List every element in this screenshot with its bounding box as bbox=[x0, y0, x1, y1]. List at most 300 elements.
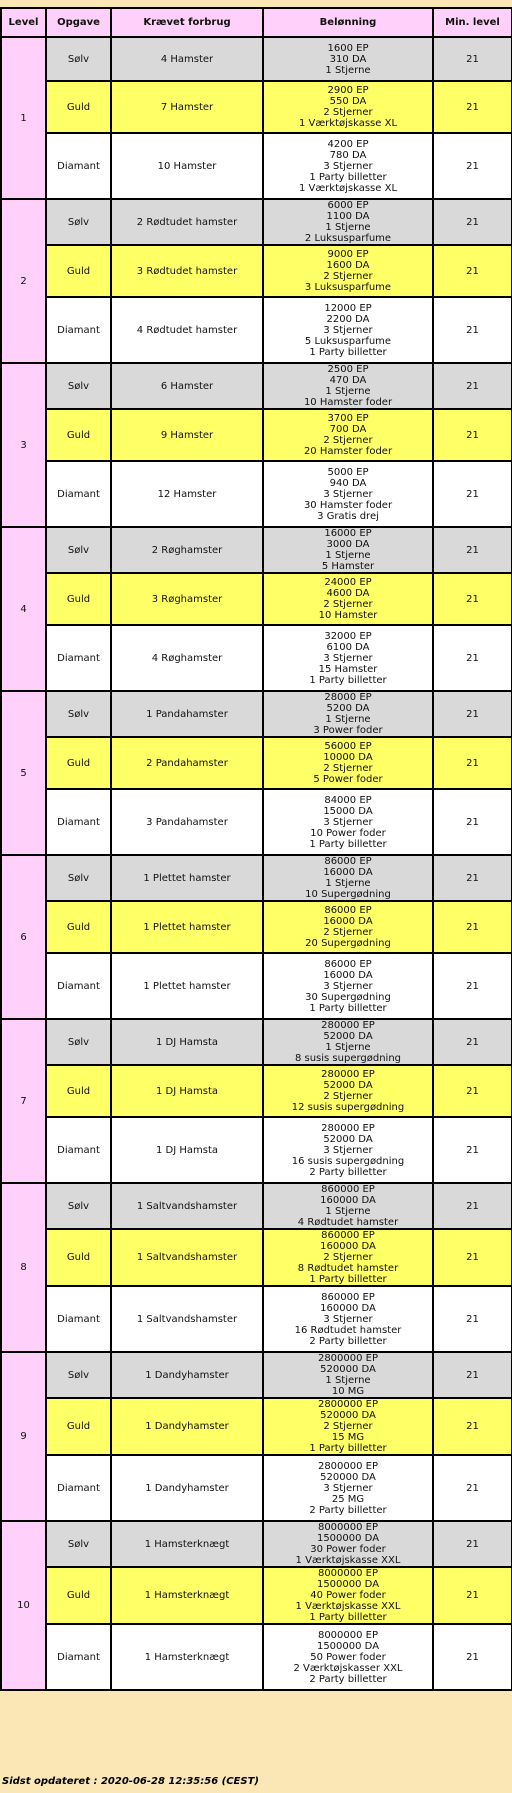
reward-cell bbox=[263, 363, 433, 409]
reward-line: 4600 DA bbox=[326, 588, 370, 599]
header-task: Opgave bbox=[46, 8, 111, 37]
required-consumption-cell: 2 Pandahamster bbox=[111, 737, 263, 789]
reward-line: 6100 DA bbox=[326, 641, 370, 653]
min-level-cell: 21 bbox=[433, 1521, 512, 1567]
reward-line: 5200 DA bbox=[326, 703, 370, 714]
reward-line: 10 Hamster foder bbox=[303, 397, 393, 408]
min-level-cell: 21 bbox=[433, 1065, 512, 1117]
level-cell: 5 bbox=[1, 691, 46, 855]
task-tier-cell: Diamant bbox=[46, 461, 111, 527]
reward-line: 5 Power foder bbox=[313, 774, 383, 785]
reward-line: 40 Power foder bbox=[310, 1590, 386, 1601]
table-row bbox=[1, 1183, 512, 1229]
task-tier-cell: Diamant bbox=[46, 1117, 111, 1183]
table-row bbox=[1, 37, 512, 81]
min-level-cell: 21 bbox=[433, 901, 512, 953]
reward-line: 470 DA bbox=[329, 375, 367, 386]
reward-line: 1 Party billetter bbox=[309, 1612, 387, 1623]
reward-cell bbox=[263, 1455, 433, 1521]
min-level-cell: 21 bbox=[433, 1117, 512, 1183]
reward-line: 1 Party billetter bbox=[309, 1002, 387, 1014]
reward-line: 8000000 EP bbox=[317, 1522, 379, 1533]
table-row bbox=[1, 133, 512, 199]
required-consumption-cell: 1 Plettet hamster bbox=[111, 855, 263, 901]
reward-cell bbox=[263, 1567, 433, 1624]
reward-cell bbox=[263, 691, 433, 737]
reward-line: 1 Stjerne bbox=[325, 222, 371, 233]
reward-cell bbox=[263, 461, 433, 527]
reward-line: 520000 DA bbox=[320, 1364, 376, 1375]
reward-line: 1600 EP bbox=[327, 42, 369, 54]
required-consumption-cell: 1 Plettet hamster bbox=[111, 953, 263, 1019]
min-level-cell: 21 bbox=[433, 953, 512, 1019]
table-row bbox=[1, 573, 512, 625]
reward-line: 10 Hamster bbox=[318, 610, 378, 621]
table-row bbox=[1, 297, 512, 363]
reward-line: 1 Party billetter bbox=[309, 1274, 387, 1285]
reward-cell bbox=[263, 1521, 433, 1567]
required-consumption-cell: 1 Saltvandshamster bbox=[111, 1229, 263, 1286]
table-row bbox=[1, 1229, 512, 1286]
reward-line: 24000 EP bbox=[324, 577, 372, 588]
task-tier-cell: Sølv bbox=[46, 1521, 111, 1567]
reward-line: 52000 DA bbox=[323, 1133, 373, 1145]
table-row bbox=[1, 461, 512, 527]
reward-line: 3 Stjerner bbox=[323, 1482, 373, 1494]
min-level-cell: 21 bbox=[433, 297, 512, 363]
reward-cell bbox=[263, 199, 433, 245]
required-consumption-cell: 7 Hamster bbox=[111, 81, 263, 133]
required-consumption-cell: 1 Pandahamster bbox=[111, 691, 263, 737]
table-row bbox=[1, 1455, 512, 1521]
required-consumption-cell: 1 Hamsterknægt bbox=[111, 1624, 263, 1690]
table-row bbox=[1, 1019, 512, 1065]
reward-line: 3 Luksusparfume bbox=[304, 282, 392, 293]
min-level-cell: 21 bbox=[433, 691, 512, 737]
reward-line: 2 Party billetter bbox=[309, 1166, 387, 1178]
reward-line: 280000 EP bbox=[321, 1020, 375, 1031]
reward-line: 86000 EP bbox=[324, 958, 372, 970]
table-row bbox=[1, 1567, 512, 1624]
reward-cell bbox=[263, 1229, 433, 1286]
required-consumption-cell: 1 Dandyhamster bbox=[111, 1455, 263, 1521]
reward-line: 2800000 EP bbox=[317, 1460, 379, 1472]
table-row bbox=[1, 953, 512, 1019]
required-consumption-cell: 4 Rødtudet hamster bbox=[111, 297, 263, 363]
reward-line: 1 Party billetter bbox=[309, 346, 387, 358]
reward-line: 2 Værktøjskasser XXL bbox=[293, 1662, 403, 1674]
task-tier-cell: Diamant bbox=[46, 1455, 111, 1521]
required-consumption-cell: 2 Rødtudet hamster bbox=[111, 199, 263, 245]
reward-line: 10 MG bbox=[331, 1386, 365, 1397]
reward-line: 1 Værktøjskasse XL bbox=[298, 118, 398, 129]
task-tier-cell: Diamant bbox=[46, 1624, 111, 1690]
reward-line: 2 Stjerner bbox=[323, 1421, 373, 1432]
reward-line: 160000 DA bbox=[320, 1241, 376, 1252]
reward-line: 3 Stjerner bbox=[323, 160, 373, 172]
header-row bbox=[1, 8, 512, 37]
reward-line: 2500 EP bbox=[327, 364, 369, 375]
reward-line: 84000 EP bbox=[324, 794, 372, 806]
min-level-cell: 21 bbox=[433, 133, 512, 199]
reward-line: 20 Hamster foder bbox=[303, 446, 393, 457]
reward-cell bbox=[263, 1624, 433, 1690]
reward-line: 10 Supergødning bbox=[305, 889, 391, 900]
required-consumption-cell: 1 Hamsterknægt bbox=[111, 1567, 263, 1624]
reward-cell bbox=[263, 1117, 433, 1183]
task-tier-cell: Sølv bbox=[46, 363, 111, 409]
reward-line: 12 susis supergødning bbox=[291, 1102, 405, 1113]
reward-line: 2900 EP bbox=[327, 85, 369, 96]
required-consumption-cell: 9 Hamster bbox=[111, 409, 263, 461]
table-row bbox=[1, 737, 512, 789]
min-level-cell: 21 bbox=[433, 573, 512, 625]
reward-line: 4 Rødtudet hamster bbox=[297, 1217, 399, 1228]
reward-line: 1 Værktøjskasse XL bbox=[298, 182, 398, 194]
task-tier-cell: Guld bbox=[46, 1065, 111, 1117]
table-row bbox=[1, 625, 512, 691]
reward-line: 25 MG bbox=[331, 1493, 365, 1505]
reward-line: 8000000 EP bbox=[317, 1629, 379, 1641]
reward-line: 1 Stjerne bbox=[325, 714, 371, 725]
min-level-cell: 21 bbox=[433, 1398, 512, 1455]
reward-line: 550 DA bbox=[329, 96, 367, 107]
reward-line: 3 Stjerner bbox=[323, 652, 373, 664]
table-row bbox=[1, 1117, 512, 1183]
reward-cell bbox=[263, 37, 433, 81]
reward-cell bbox=[263, 409, 433, 461]
reward-line: 8 Rødtudet hamster bbox=[297, 1263, 399, 1274]
reward-line: 2800000 EP bbox=[317, 1353, 379, 1364]
reward-line: 160000 DA bbox=[320, 1195, 376, 1206]
required-consumption-cell: 6 Hamster bbox=[111, 363, 263, 409]
min-level-cell: 21 bbox=[433, 461, 512, 527]
required-consumption-cell: 1 Saltvandshamster bbox=[111, 1286, 263, 1352]
reward-line: 8 susis supergødning bbox=[294, 1053, 402, 1064]
reward-line: 700 DA bbox=[329, 424, 367, 435]
reward-line: 2 Stjerner bbox=[323, 435, 373, 446]
reward-line: 3700 EP bbox=[327, 413, 369, 424]
required-consumption-cell: 1 DJ Hamsta bbox=[111, 1117, 263, 1183]
reward-line: 8000000 EP bbox=[317, 1568, 379, 1579]
min-level-cell: 21 bbox=[433, 1455, 512, 1521]
reward-cell bbox=[263, 1398, 433, 1455]
header-level: Level bbox=[1, 8, 46, 37]
min-level-cell: 21 bbox=[433, 409, 512, 461]
level-cell: 2 bbox=[1, 199, 46, 363]
task-tier-cell: Sølv bbox=[46, 37, 111, 81]
reward-line: 10 Power foder bbox=[310, 827, 386, 839]
reward-line: 30 Hamster foder bbox=[303, 499, 393, 511]
reward-cell bbox=[263, 1019, 433, 1065]
reward-line: 1 Party billetter bbox=[309, 171, 387, 183]
reward-line: 520000 DA bbox=[320, 1410, 376, 1421]
reward-line: 50 Power foder bbox=[310, 1651, 386, 1663]
reward-cell bbox=[263, 1352, 433, 1398]
reward-line: 3 Stjerner bbox=[323, 324, 373, 336]
reward-line: 3 Power foder bbox=[313, 725, 383, 736]
task-tier-cell: Diamant bbox=[46, 953, 111, 1019]
min-level-cell: 21 bbox=[433, 199, 512, 245]
reward-line: 2 Stjerner bbox=[323, 1091, 373, 1102]
task-tier-cell: Diamant bbox=[46, 625, 111, 691]
min-level-cell: 21 bbox=[433, 1229, 512, 1286]
required-consumption-cell: 4 Hamster bbox=[111, 37, 263, 81]
reward-line: 15 Hamster bbox=[318, 663, 378, 675]
reward-line: 16000 DA bbox=[323, 969, 373, 981]
reward-cell bbox=[263, 245, 433, 297]
table-row bbox=[1, 81, 512, 133]
reward-line: 56000 EP bbox=[324, 741, 372, 752]
reward-line: 3 Gratis drej bbox=[317, 510, 379, 522]
required-consumption-cell: 12 Hamster bbox=[111, 461, 263, 527]
reward-line: 1 Værktøjskasse XXL bbox=[295, 1601, 401, 1612]
reward-cell bbox=[263, 901, 433, 953]
task-tier-cell: Guld bbox=[46, 1567, 111, 1624]
required-consumption-cell: 10 Hamster bbox=[111, 133, 263, 199]
required-consumption-cell: 2 Røghamster bbox=[111, 527, 263, 573]
reward-line: 1 Stjerne bbox=[325, 1206, 371, 1217]
task-tier-cell: Sølv bbox=[46, 527, 111, 573]
reward-line: 32000 EP bbox=[324, 630, 372, 642]
reward-line: 2 Stjerner bbox=[323, 927, 373, 938]
reward-line: 1100 DA bbox=[326, 211, 370, 222]
reward-cell bbox=[263, 81, 433, 133]
reward-line: 1 Party billetter bbox=[309, 674, 387, 686]
min-level-cell: 21 bbox=[433, 37, 512, 81]
reward-line: 860000 EP bbox=[321, 1291, 375, 1303]
reward-line: 3 Stjerner bbox=[323, 1313, 373, 1325]
table-row bbox=[1, 1352, 512, 1398]
table-row bbox=[1, 789, 512, 855]
required-consumption-cell: 3 Røghamster bbox=[111, 573, 263, 625]
level-cell: 7 bbox=[1, 1019, 46, 1183]
reward-line: 5 Luksusparfume bbox=[304, 335, 392, 347]
reward-cell bbox=[263, 1183, 433, 1229]
table-row bbox=[1, 1624, 512, 1690]
task-tier-cell: Guld bbox=[46, 409, 111, 461]
required-consumption-cell: 4 Røghamster bbox=[111, 625, 263, 691]
reward-line: 3 Stjerner bbox=[323, 488, 373, 500]
reward-line: 1 Stjerne bbox=[325, 64, 371, 76]
table-row bbox=[1, 527, 512, 573]
level-cell: 9 bbox=[1, 1352, 46, 1521]
table-row bbox=[1, 901, 512, 953]
reward-line: 10000 DA bbox=[323, 752, 373, 763]
reward-line: 860000 EP bbox=[321, 1184, 375, 1195]
min-level-cell: 21 bbox=[433, 245, 512, 297]
level-cell: 4 bbox=[1, 527, 46, 691]
min-level-cell: 21 bbox=[433, 1183, 512, 1229]
min-level-cell: 21 bbox=[433, 789, 512, 855]
reward-cell bbox=[263, 737, 433, 789]
reward-line: 15000 DA bbox=[323, 805, 373, 817]
required-consumption-cell: 1 Saltvandshamster bbox=[111, 1183, 263, 1229]
reward-line: 16 susis supergødning bbox=[291, 1155, 405, 1167]
header-min-level: Min. level bbox=[433, 8, 512, 37]
reward-line: 16 Rødtudet hamster bbox=[294, 1324, 402, 1336]
reward-line: 4200 EP bbox=[327, 138, 369, 150]
reward-line: 2 Party billetter bbox=[309, 1673, 387, 1685]
level-cell: 10 bbox=[1, 1521, 46, 1690]
reward-cell bbox=[263, 1286, 433, 1352]
required-consumption-cell: 1 Plettet hamster bbox=[111, 901, 263, 953]
task-tier-cell: Sølv bbox=[46, 1352, 111, 1398]
level-cell: 6 bbox=[1, 855, 46, 1019]
reward-line: 1500000 DA bbox=[316, 1640, 380, 1652]
reward-line: 280000 EP bbox=[321, 1069, 375, 1080]
reward-cell bbox=[263, 527, 433, 573]
reward-line: 1 Værktøjskasse XXL bbox=[295, 1555, 401, 1566]
reward-line: 1 Stjerne bbox=[325, 1375, 371, 1386]
required-consumption-cell: 1 DJ Hamsta bbox=[111, 1065, 263, 1117]
reward-cell bbox=[263, 1065, 433, 1117]
table-row bbox=[1, 363, 512, 409]
task-tier-cell: Diamant bbox=[46, 789, 111, 855]
reward-line: 16000 EP bbox=[324, 528, 372, 539]
reward-line: 2 Stjerner bbox=[323, 599, 373, 610]
reward-line: 2 Luksusparfume bbox=[304, 233, 392, 244]
reward-line: 1600 DA bbox=[326, 260, 370, 271]
reward-line: 16000 DA bbox=[323, 916, 373, 927]
reward-line: 1 Stjerne bbox=[325, 878, 371, 889]
reward-line: 9000 EP bbox=[327, 249, 369, 260]
required-consumption-cell: 3 Rødtudet hamster bbox=[111, 245, 263, 297]
reward-line: 280000 EP bbox=[321, 1122, 375, 1134]
reward-line: 3000 DA bbox=[326, 539, 370, 550]
min-level-cell: 21 bbox=[433, 1624, 512, 1690]
table-row bbox=[1, 1521, 512, 1567]
task-tier-cell: Guld bbox=[46, 901, 111, 953]
table-row bbox=[1, 245, 512, 297]
task-tier-cell: Sølv bbox=[46, 1019, 111, 1065]
reward-line: 30 Power foder bbox=[310, 1544, 386, 1555]
reward-line: 1 Party billetter bbox=[309, 838, 387, 850]
min-level-cell: 21 bbox=[433, 527, 512, 573]
task-tier-cell: Guld bbox=[46, 81, 111, 133]
task-tier-cell: Sølv bbox=[46, 855, 111, 901]
level-cell: 8 bbox=[1, 1183, 46, 1352]
min-level-cell: 21 bbox=[433, 737, 512, 789]
reward-line: 2 Party billetter bbox=[309, 1335, 387, 1347]
reward-line: 940 DA bbox=[329, 477, 367, 489]
required-consumption-cell: 3 Pandahamster bbox=[111, 789, 263, 855]
reward-line: 2 Stjerner bbox=[323, 1252, 373, 1263]
table-row bbox=[1, 691, 512, 737]
task-tier-cell: Guld bbox=[46, 1398, 111, 1455]
task-tier-cell: Sølv bbox=[46, 691, 111, 737]
level-cell: 1 bbox=[1, 37, 46, 199]
reward-line: 5000 EP bbox=[327, 466, 369, 478]
reward-line: 1500000 DA bbox=[316, 1579, 380, 1590]
required-consumption-cell: 1 Dandyhamster bbox=[111, 1352, 263, 1398]
min-level-cell: 21 bbox=[433, 363, 512, 409]
reward-line: 780 DA bbox=[329, 149, 367, 161]
task-tier-cell: Guld bbox=[46, 1229, 111, 1286]
min-level-cell: 21 bbox=[433, 1286, 512, 1352]
reward-line: 86000 EP bbox=[324, 905, 372, 916]
min-level-cell: 21 bbox=[433, 1019, 512, 1065]
reward-line: 2800000 EP bbox=[317, 1399, 379, 1410]
min-level-cell: 21 bbox=[433, 81, 512, 133]
reward-line: 5 Hamster bbox=[321, 561, 375, 572]
reward-line: 52000 DA bbox=[323, 1080, 373, 1091]
required-consumption-cell: 1 Hamsterknægt bbox=[111, 1521, 263, 1567]
reward-line: 12000 EP bbox=[324, 302, 372, 314]
reward-line: 2 Party billetter bbox=[309, 1504, 387, 1516]
min-level-cell: 21 bbox=[433, 625, 512, 691]
reward-line: 310 DA bbox=[329, 53, 367, 65]
reward-cell bbox=[263, 953, 433, 1019]
reward-line: 2 Stjerner bbox=[323, 271, 373, 282]
reward-line: 160000 DA bbox=[320, 1302, 376, 1314]
task-tier-cell: Sølv bbox=[46, 199, 111, 245]
reward-cell bbox=[263, 855, 433, 901]
reward-line: 3 Stjerner bbox=[323, 816, 373, 828]
reward-cell bbox=[263, 625, 433, 691]
reward-line: 30 Supergødning bbox=[305, 991, 391, 1003]
last-updated: Sidst opdateret : 2020-06-28 12:35:56 (CEST) bbox=[2, 1776, 259, 1787]
task-tier-cell: Guld bbox=[46, 737, 111, 789]
reward-line: 1 Stjerne bbox=[325, 386, 371, 397]
table-row bbox=[1, 1065, 512, 1117]
task-tier-cell: Guld bbox=[46, 245, 111, 297]
reward-line: 3 Stjerner bbox=[323, 1144, 373, 1156]
reward-line: 16000 DA bbox=[323, 867, 373, 878]
table-row bbox=[1, 199, 512, 245]
reward-line: 860000 EP bbox=[321, 1230, 375, 1241]
table-row bbox=[1, 409, 512, 461]
reward-table bbox=[0, 7, 512, 1691]
reward-line: 3 Stjerner bbox=[323, 980, 373, 992]
header-reward: Belønning bbox=[263, 8, 433, 37]
reward-line: 1 Stjerne bbox=[325, 550, 371, 561]
reward-line: 520000 DA bbox=[320, 1471, 376, 1483]
table-body bbox=[1, 37, 512, 1690]
reward-line: 6000 EP bbox=[327, 200, 369, 211]
task-tier-cell: Sølv bbox=[46, 1183, 111, 1229]
header-required-consumption: Krævet forbrug bbox=[111, 8, 263, 37]
reward-line: 15 MG bbox=[331, 1432, 365, 1443]
reward-line: 20 Supergødning bbox=[305, 938, 391, 949]
reward-line: 2 Stjerner bbox=[323, 763, 373, 774]
reward-cell bbox=[263, 297, 433, 363]
reward-line: 1 Stjerne bbox=[325, 1042, 371, 1053]
task-tier-cell: Diamant bbox=[46, 1286, 111, 1352]
min-level-cell: 21 bbox=[433, 855, 512, 901]
level-cell: 3 bbox=[1, 363, 46, 527]
reward-line: 86000 EP bbox=[324, 856, 372, 867]
table-row bbox=[1, 855, 512, 901]
reward-line: 2 Stjerner bbox=[323, 107, 373, 118]
task-tier-cell: Diamant bbox=[46, 297, 111, 363]
min-level-cell: 21 bbox=[433, 1567, 512, 1624]
required-consumption-cell: 1 Dandyhamster bbox=[111, 1398, 263, 1455]
reward-line: 2200 DA bbox=[326, 313, 370, 325]
task-tier-cell: Guld bbox=[46, 573, 111, 625]
reward-line: 52000 DA bbox=[323, 1031, 373, 1042]
min-level-cell: 21 bbox=[433, 1352, 512, 1398]
reward-cell bbox=[263, 133, 433, 199]
reward-cell bbox=[263, 789, 433, 855]
table-row bbox=[1, 1286, 512, 1352]
task-tier-cell: Diamant bbox=[46, 133, 111, 199]
reward-line: 28000 EP bbox=[324, 692, 372, 703]
required-consumption-cell: 1 DJ Hamsta bbox=[111, 1019, 263, 1065]
reward-line: 1 Party billetter bbox=[309, 1443, 387, 1454]
reward-line: 1500000 DA bbox=[316, 1533, 380, 1544]
table-row bbox=[1, 1398, 512, 1455]
